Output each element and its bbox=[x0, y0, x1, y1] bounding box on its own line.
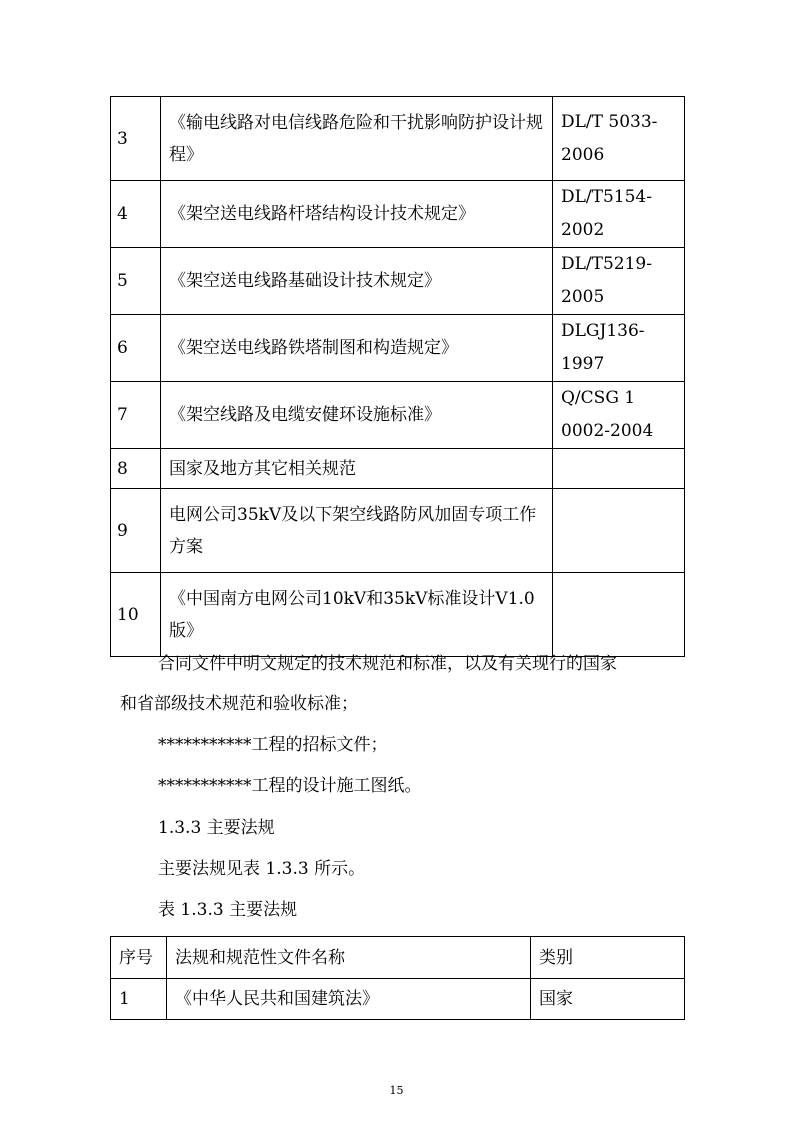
standard-code bbox=[553, 573, 685, 657]
table-row bbox=[111, 449, 685, 489]
table-row bbox=[111, 181, 685, 248]
standard-code bbox=[553, 449, 685, 489]
law-category: 国家 bbox=[531, 979, 685, 1020]
paragraph: ***********工程的设计施工图纸。 bbox=[158, 776, 422, 796]
standard-name: 电网公司35kV及以下架空线路防风加固专项工作方案 bbox=[161, 489, 553, 573]
standard-name: 《架空送电线路基础设计技术规定》 bbox=[161, 248, 553, 315]
row-number: 5 bbox=[111, 248, 161, 315]
standards-table bbox=[110, 96, 685, 657]
standard-code: DL/T 5033-2006 bbox=[553, 97, 685, 181]
standard-name: 国家及地方其它相关规范 bbox=[161, 449, 553, 489]
column-header-category: 类别 bbox=[531, 937, 685, 979]
law-name: 《中华人民共和国建筑法》 bbox=[167, 979, 531, 1020]
standard-name: 《架空线路及电缆安健环设施标准》 bbox=[161, 382, 553, 449]
table-row bbox=[111, 382, 685, 449]
standard-name: 《中国南方电网公司10kV和35kV标准设计V1.0版》 bbox=[161, 573, 553, 657]
table-header-row bbox=[111, 937, 685, 979]
row-number: 6 bbox=[111, 315, 161, 382]
row-number: 9 bbox=[111, 489, 161, 573]
standard-code: DLGJ136-1997 bbox=[553, 315, 685, 382]
standard-code bbox=[553, 489, 685, 573]
row-number: 1 bbox=[111, 979, 167, 1020]
paragraph-line: 和省部级技术规范和验收标准； bbox=[120, 694, 358, 714]
table-caption: 表 1.3.3 主要法规 bbox=[158, 900, 298, 920]
standard-code: Q/CSG 1 0002-2004 bbox=[553, 382, 685, 449]
paragraph: ***********工程的招标文件； bbox=[158, 735, 388, 755]
row-number: 8 bbox=[111, 449, 161, 489]
row-number: 4 bbox=[111, 181, 161, 248]
standard-code: DL/T5154-2002 bbox=[553, 181, 685, 248]
laws-table bbox=[110, 936, 685, 1020]
table-row bbox=[111, 248, 685, 315]
column-header-name: 法规和规范性文件名称 bbox=[167, 937, 531, 979]
row-number: 3 bbox=[111, 97, 161, 181]
table-row bbox=[111, 979, 685, 1020]
column-header-number: 序号 bbox=[111, 937, 167, 979]
table-row bbox=[111, 489, 685, 573]
row-number: 7 bbox=[111, 382, 161, 449]
standard-name: 《架空送电线路铁塔制图和构造规定》 bbox=[161, 315, 553, 382]
table-row bbox=[111, 573, 685, 657]
paragraph: 主要法规见表 1.3.3 所示。 bbox=[158, 859, 366, 879]
standard-code: DL/T5219-2005 bbox=[553, 248, 685, 315]
paragraph-line: 合同文件中明文规定的技术规范和标准，以及有关现行的国家 bbox=[158, 654, 617, 674]
standard-name: 《输电线路对电信线路危险和干扰影响防护设计规程》 bbox=[161, 97, 553, 181]
table-row bbox=[111, 97, 685, 181]
table-row bbox=[111, 315, 685, 382]
section-heading: 1.3.3 主要法规 bbox=[158, 818, 275, 838]
standard-name: 《架空送电线路杆塔结构设计技术规定》 bbox=[161, 181, 553, 248]
row-number: 10 bbox=[111, 573, 161, 657]
page-number: 15 bbox=[389, 1084, 404, 1097]
